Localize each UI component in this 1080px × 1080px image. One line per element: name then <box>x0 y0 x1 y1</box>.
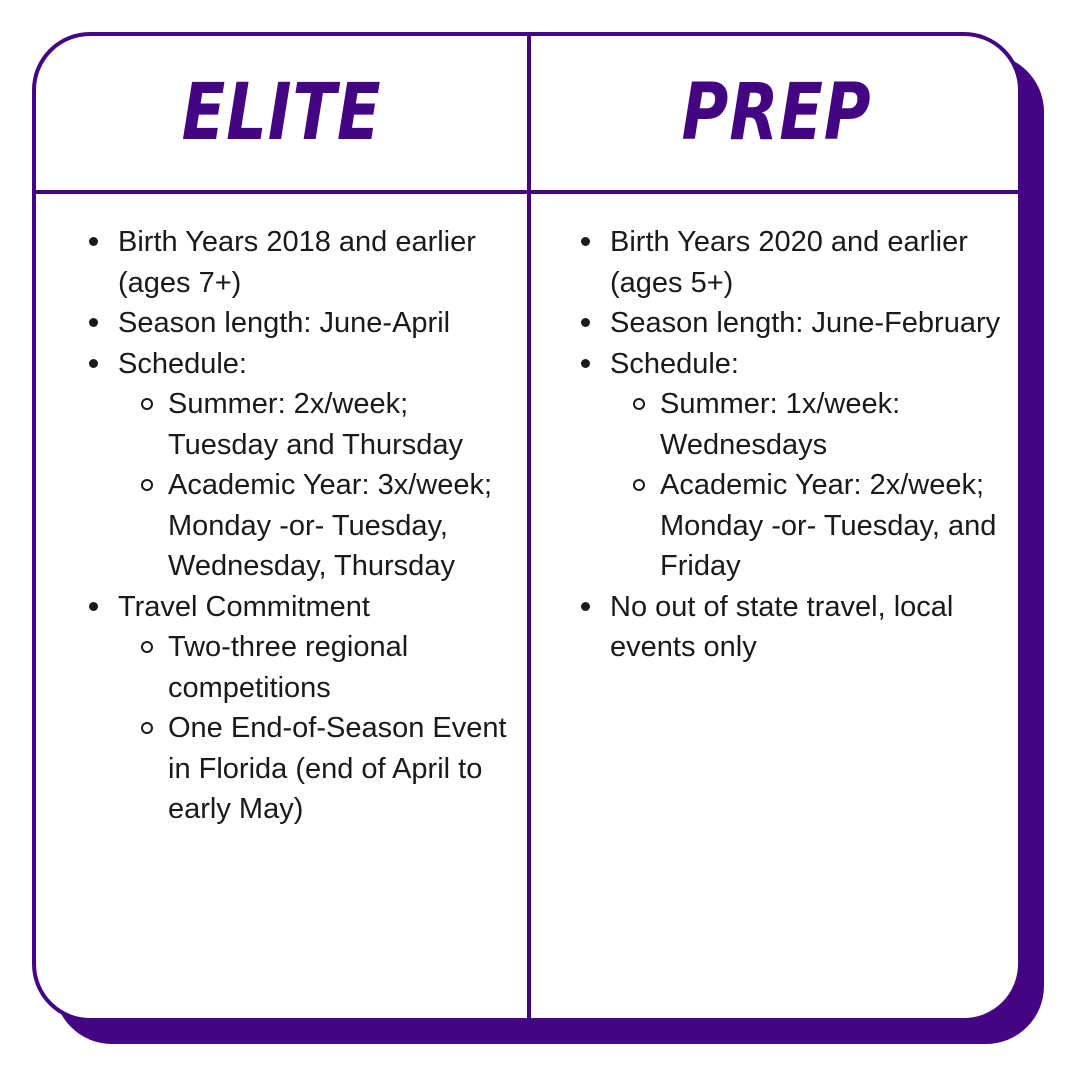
bullet-icon <box>581 318 590 327</box>
list-item <box>80 344 520 587</box>
circle-bullet-icon <box>633 398 645 410</box>
bullet-icon <box>89 359 98 368</box>
sub-list-item <box>622 465 1012 587</box>
sub-list-item <box>130 708 520 830</box>
bullet-icon <box>581 602 590 611</box>
sub-list-item <box>130 627 520 708</box>
header-divider <box>36 190 1018 194</box>
elite-regional-competitions: Two-three regional competitions <box>168 631 409 704</box>
sub-list-item <box>130 384 520 465</box>
elite-column <box>80 222 520 830</box>
sub-list-item <box>130 465 520 587</box>
prep-academic-schedule: Academic Year: 2x/week; Monday -or- Tuesday, and Friday <box>660 469 997 582</box>
elite-summer-schedule: Summer: 2x/week; Tuesday and Thursday <box>168 388 464 461</box>
elite-travel-list <box>130 627 520 830</box>
elite-schedule-label: Schedule: <box>118 347 247 380</box>
column-divider <box>527 36 531 1018</box>
elite-travel-label: Travel Commitment <box>118 590 370 623</box>
circle-bullet-icon <box>141 641 153 653</box>
circle-bullet-icon <box>141 479 153 491</box>
bullet-icon <box>89 237 98 246</box>
list-item <box>80 587 520 830</box>
sub-list-item <box>622 384 1012 465</box>
prep-schedule-label: Schedule: <box>610 347 739 380</box>
comparison-card <box>32 32 1022 1022</box>
elite-list <box>80 222 520 830</box>
elite-birth-years: Birth Years 2018 and earlier (ages 7+) <box>118 226 476 299</box>
prep-travel-note: No out of state travel, local events only <box>610 590 954 663</box>
prep-schedule-list <box>622 384 1012 587</box>
bullet-icon <box>89 602 98 611</box>
prep-season-length: Season length: June-February <box>610 307 1001 339</box>
list-item <box>572 303 1012 344</box>
bullet-icon <box>89 318 98 327</box>
bullet-icon <box>581 237 590 246</box>
prep-column <box>572 222 1012 668</box>
bullet-icon <box>581 359 590 368</box>
elite-season-length: Season length: June-April <box>118 307 451 339</box>
list-item <box>80 222 520 303</box>
list-item <box>572 587 1012 668</box>
list-item <box>80 303 520 344</box>
list-item <box>572 344 1012 587</box>
prep-summer-schedule: Summer: 1x/week: Wednesdays <box>660 388 901 461</box>
circle-bullet-icon <box>141 398 153 410</box>
circle-bullet-icon <box>141 722 153 734</box>
elite-schedule-list <box>130 384 520 587</box>
prep-list <box>572 222 1012 668</box>
circle-bullet-icon <box>633 479 645 491</box>
list-item <box>572 222 1012 303</box>
elite-heading: ELITE <box>181 68 382 158</box>
elite-end-of-season-event: One End-of-Season Event in Florida (end of April to early May) <box>168 712 507 825</box>
elite-academic-schedule: Academic Year: 3x/week; Monday -or- Tuesday, Wednesday, Thursday <box>168 469 493 582</box>
prep-birth-years: Birth Years 2020 and earlier (ages 5+) <box>610 226 968 299</box>
prep-heading: PREP <box>681 68 872 158</box>
